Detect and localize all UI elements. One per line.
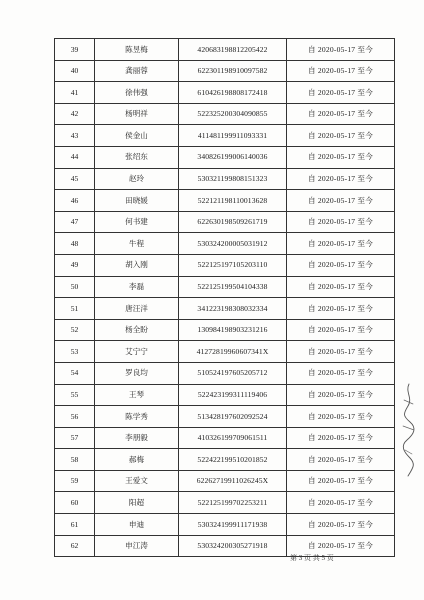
id-number-cell: 130984198903231216 <box>179 319 287 341</box>
id-number-cell: 522121198110013628 <box>179 190 287 212</box>
period-cell: 自 2020-05-17 至今 <box>287 254 395 276</box>
id-number-cell: 622301198910097582 <box>179 60 287 82</box>
name-cell: 申迪 <box>95 514 179 536</box>
period-cell: 自 2020-05-17 至今 <box>287 103 395 125</box>
period-cell: 自 2020-05-17 至今 <box>287 341 395 363</box>
name-cell: 侯金山 <box>95 125 179 147</box>
row-number-cell: 40 <box>55 60 95 82</box>
period-cell: 自 2020-05-17 至今 <box>287 362 395 384</box>
name-cell: 陈学秀 <box>95 406 179 428</box>
id-number-cell: 522125199504104338 <box>179 276 287 298</box>
id-number-cell: 522423199311119406 <box>179 384 287 406</box>
name-cell: 牛程 <box>95 233 179 255</box>
row-number-cell: 58 <box>55 449 95 471</box>
table-row <box>55 254 395 276</box>
period-cell: 自 2020-05-17 至今 <box>287 492 395 514</box>
id-number-cell: 513428197602092524 <box>179 406 287 428</box>
table-row <box>55 298 395 320</box>
row-number-cell: 50 <box>55 276 95 298</box>
period-cell: 自 2020-05-17 至今 <box>287 60 395 82</box>
id-number-cell: 530324200005031912 <box>179 233 287 255</box>
name-cell: 龚丽蓉 <box>95 60 179 82</box>
name-cell: 罗良均 <box>95 362 179 384</box>
row-number-cell: 54 <box>55 362 95 384</box>
table-row <box>55 427 395 449</box>
roster-table-body <box>55 39 395 557</box>
name-cell: 田晓媛 <box>95 190 179 212</box>
row-number-cell: 41 <box>55 82 95 104</box>
row-number-cell: 48 <box>55 233 95 255</box>
name-cell: 艾宁宁 <box>95 341 179 363</box>
roster-table <box>54 38 395 557</box>
id-number-cell: 411481199911093331 <box>179 125 287 147</box>
table-row <box>55 535 395 557</box>
name-cell: 唐汪洋 <box>95 298 179 320</box>
period-cell: 自 2020-05-17 至今 <box>287 82 395 104</box>
row-number-cell: 45 <box>55 168 95 190</box>
period-cell: 自 2020-05-17 至今 <box>287 449 395 471</box>
id-number-cell: 341223198308032334 <box>179 298 287 320</box>
period-cell: 自 2020-05-17 至今 <box>287 427 395 449</box>
table-row <box>55 384 395 406</box>
period-cell: 自 2020-05-17 至今 <box>287 514 395 536</box>
name-cell: 赵玲 <box>95 168 179 190</box>
id-number-cell: 530324199911171938 <box>179 514 287 536</box>
table-row <box>55 341 395 363</box>
id-number-cell: 522125197105203110 <box>179 254 287 276</box>
row-number-cell: 56 <box>55 406 95 428</box>
table-row <box>55 125 395 147</box>
table-row <box>55 406 395 428</box>
table-row <box>55 60 395 82</box>
id-number-cell: 410326199709061511 <box>179 427 287 449</box>
row-number-cell: 44 <box>55 146 95 168</box>
row-number-cell: 57 <box>55 427 95 449</box>
row-number-cell: 59 <box>55 470 95 492</box>
table-row <box>55 168 395 190</box>
id-number-cell: 62262719911026245X <box>179 470 287 492</box>
name-cell: 杨全盼 <box>95 319 179 341</box>
id-number-cell: 522125199702253211 <box>179 492 287 514</box>
id-number-cell: 622630198509261719 <box>179 211 287 233</box>
name-cell: 杨明祥 <box>95 103 179 125</box>
table-row <box>55 190 395 212</box>
table-row <box>55 449 395 471</box>
row-number-cell: 49 <box>55 254 95 276</box>
name-cell: 阳超 <box>95 492 179 514</box>
table-row <box>55 233 395 255</box>
name-cell: 李朋毅 <box>95 427 179 449</box>
table-row <box>55 39 395 61</box>
period-cell: 自 2020-05-17 至今 <box>287 535 395 557</box>
row-number-cell: 52 <box>55 319 95 341</box>
period-cell: 自 2020-05-17 至今 <box>287 233 395 255</box>
row-number-cell: 47 <box>55 211 95 233</box>
period-cell: 自 2020-05-17 至今 <box>287 276 395 298</box>
table-row <box>55 103 395 125</box>
row-number-cell: 61 <box>55 514 95 536</box>
table-row <box>55 82 395 104</box>
period-cell: 自 2020-05-17 至今 <box>287 384 395 406</box>
id-number-cell: 530324200305271918 <box>179 535 287 557</box>
id-number-cell: 530321199808151323 <box>179 168 287 190</box>
row-number-cell: 43 <box>55 125 95 147</box>
period-cell: 自 2020-05-17 至今 <box>287 406 395 428</box>
name-cell: 申江涛 <box>95 535 179 557</box>
name-cell: 郝梅 <box>95 449 179 471</box>
table-row <box>55 362 395 384</box>
period-cell: 自 2020-05-17 至今 <box>287 146 395 168</box>
row-number-cell: 42 <box>55 103 95 125</box>
id-number-cell: 510524197605205712 <box>179 362 287 384</box>
id-number-cell: 340826199006140036 <box>179 146 287 168</box>
table-row <box>55 470 395 492</box>
period-cell: 自 2020-05-17 至今 <box>287 211 395 233</box>
id-number-cell: 522325200304090855 <box>179 103 287 125</box>
name-cell: 王爱文 <box>95 470 179 492</box>
id-number-cell: 41272819960607341X <box>179 341 287 363</box>
table-row <box>55 319 395 341</box>
period-cell: 自 2020-05-17 至今 <box>287 470 395 492</box>
name-cell: 胡入刚 <box>95 254 179 276</box>
name-cell: 陈昱梅 <box>95 39 179 61</box>
table-row <box>55 276 395 298</box>
period-cell: 自 2020-05-17 至今 <box>287 168 395 190</box>
name-cell: 徐伟强 <box>95 82 179 104</box>
row-number-cell: 53 <box>55 341 95 363</box>
handwritten-signature <box>398 380 420 480</box>
row-number-cell: 62 <box>55 535 95 557</box>
page-number-footer: 第 3 页 共 5 页 <box>290 554 334 562</box>
name-cell: 张绍东 <box>95 146 179 168</box>
table-row <box>55 514 395 536</box>
table-row <box>55 211 395 233</box>
row-number-cell: 46 <box>55 190 95 212</box>
table-row <box>55 492 395 514</box>
id-number-cell: 420683198812205422 <box>179 39 287 61</box>
row-number-cell: 55 <box>55 384 95 406</box>
row-number-cell: 51 <box>55 298 95 320</box>
row-number-cell: 60 <box>55 492 95 514</box>
name-cell: 何书建 <box>95 211 179 233</box>
name-cell: 李磊 <box>95 276 179 298</box>
period-cell: 自 2020-05-17 至今 <box>287 319 395 341</box>
period-cell: 自 2020-05-17 至今 <box>287 298 395 320</box>
period-cell: 自 2020-05-17 至今 <box>287 190 395 212</box>
table-row <box>55 146 395 168</box>
id-number-cell: 522422199510201852 <box>179 449 287 471</box>
row-number-cell: 39 <box>55 39 95 61</box>
period-cell: 自 2020-05-17 至今 <box>287 125 395 147</box>
name-cell: 王琴 <box>95 384 179 406</box>
period-cell: 自 2020-05-17 至今 <box>287 39 395 61</box>
id-number-cell: 610426198808172418 <box>179 82 287 104</box>
